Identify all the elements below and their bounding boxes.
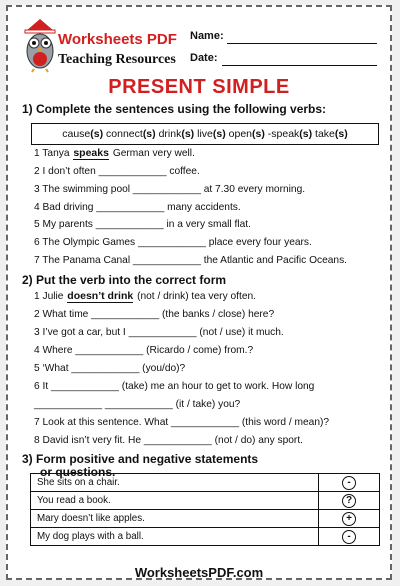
verb-item: drink <box>158 128 182 140</box>
table-row <box>31 492 380 510</box>
verb-item: take <box>315 128 335 140</box>
verb-suffix: (s) <box>212 128 226 140</box>
statement-type-cell <box>319 510 380 528</box>
s2-item-3[interactable]: 3 I’ve got a car, but I ____________ (not / use) it much. <box>34 327 284 338</box>
verb-suffix: (s) <box>299 128 313 140</box>
s2-item-1: 1 Julie doesn’t drink (not / drink) tea very often. <box>34 290 256 302</box>
verb-item: cause <box>62 128 91 140</box>
s1-item-2[interactable]: 2 I don’t often ____________ coffee. <box>34 166 200 177</box>
section1-heading: 1) Complete the sentences using the following verbs: <box>22 102 327 116</box>
verb-item: open <box>228 128 252 140</box>
statements-table <box>30 473 380 546</box>
statement-type-cell <box>319 528 380 546</box>
statement-text: You read a book. <box>31 492 319 510</box>
s1-item-1-answer[interactable]: speaks <box>73 147 109 159</box>
table-row <box>31 528 380 546</box>
table-row <box>31 510 380 528</box>
footer-site: WorksheetsPDF.com <box>134 565 264 580</box>
verb-suffix: (s) <box>334 128 348 140</box>
brand-name: Worksheets PDF <box>58 31 177 48</box>
s2-item-6-cont[interactable]: ____________ ____________ (it / take) you? <box>34 399 241 410</box>
statement-type-icon: - <box>342 530 356 544</box>
verb-list-box <box>31 123 379 145</box>
owl-mascot-icon <box>20 17 60 73</box>
s2-item-5[interactable]: 5 ‘What ____________ (you/do)? <box>34 363 186 374</box>
s1-item-3[interactable]: 3 The swimming pool ____________ at 7.30 every morning. <box>34 184 306 195</box>
name-label: Name: <box>190 30 224 42</box>
s1-item-6[interactable]: 6 The Olympic Games ____________ place every four years. <box>34 237 312 248</box>
logo <box>20 17 180 73</box>
statement-text: My dog plays with a ball. <box>31 528 319 546</box>
statement-type-cell <box>319 492 380 510</box>
name-field[interactable] <box>227 43 377 44</box>
s2-item-6[interactable]: 6 It ____________ (take) me an hour to get to work. How long <box>34 381 315 392</box>
s1-item-5[interactable]: 5 My parents ____________ in a very small flat. <box>34 219 251 230</box>
statement-text: She sits on a chair. <box>31 474 319 492</box>
verb-item: -speak <box>267 128 300 140</box>
section2-heading: 2) Put the verb into the correct form <box>22 273 227 287</box>
statement-type-icon: ? <box>342 494 356 508</box>
verb-item: live <box>197 128 213 140</box>
table-row <box>31 474 380 492</box>
date-label: Date: <box>190 52 218 64</box>
s1-item-7[interactable]: 7 The Panama Canal ____________ the Atlantic and Pacific Oceans. <box>34 255 348 266</box>
s1-item-4[interactable]: 4 Bad driving ____________ many accidents. <box>34 202 241 213</box>
s2-item-2[interactable]: 2 What time ____________ (the banks / close) here? <box>34 309 275 320</box>
s1-item-1: 1 Tanya speaks German very well. <box>34 147 195 159</box>
verb-suffix: (s) <box>90 128 104 140</box>
date-field[interactable] <box>222 65 377 66</box>
s2-item-7[interactable]: 7 Look at this sentence. What ____________ (this word / mean)? <box>34 417 330 428</box>
verb-suffix: (s) <box>181 128 195 140</box>
section3-heading: 3) Form positive and negative statements or questions. <box>22 452 259 479</box>
statement-type-cell <box>319 474 380 492</box>
page-title: PRESENT SIMPLE <box>108 76 290 98</box>
s2-item-4[interactable]: 4 Where ____________ (Ricardo / come) from.? <box>34 345 254 356</box>
statement-type-icon: + <box>342 512 356 526</box>
s2-item-1-answer[interactable]: doesn’t drink <box>67 290 134 302</box>
statement-type-icon: - <box>342 476 356 490</box>
worksheet-page <box>6 5 392 580</box>
statement-text: Mary doesn’t like apples. <box>31 510 319 528</box>
brand-tagline: Teaching Resources <box>58 52 176 67</box>
verb-suffix: (s) <box>252 128 265 140</box>
s2-item-8[interactable]: 8 David isn’t very fit. He ____________ (not / do) any sport. <box>34 435 303 446</box>
verb-item: connect <box>106 128 143 140</box>
verb-suffix: (s) <box>142 128 156 140</box>
